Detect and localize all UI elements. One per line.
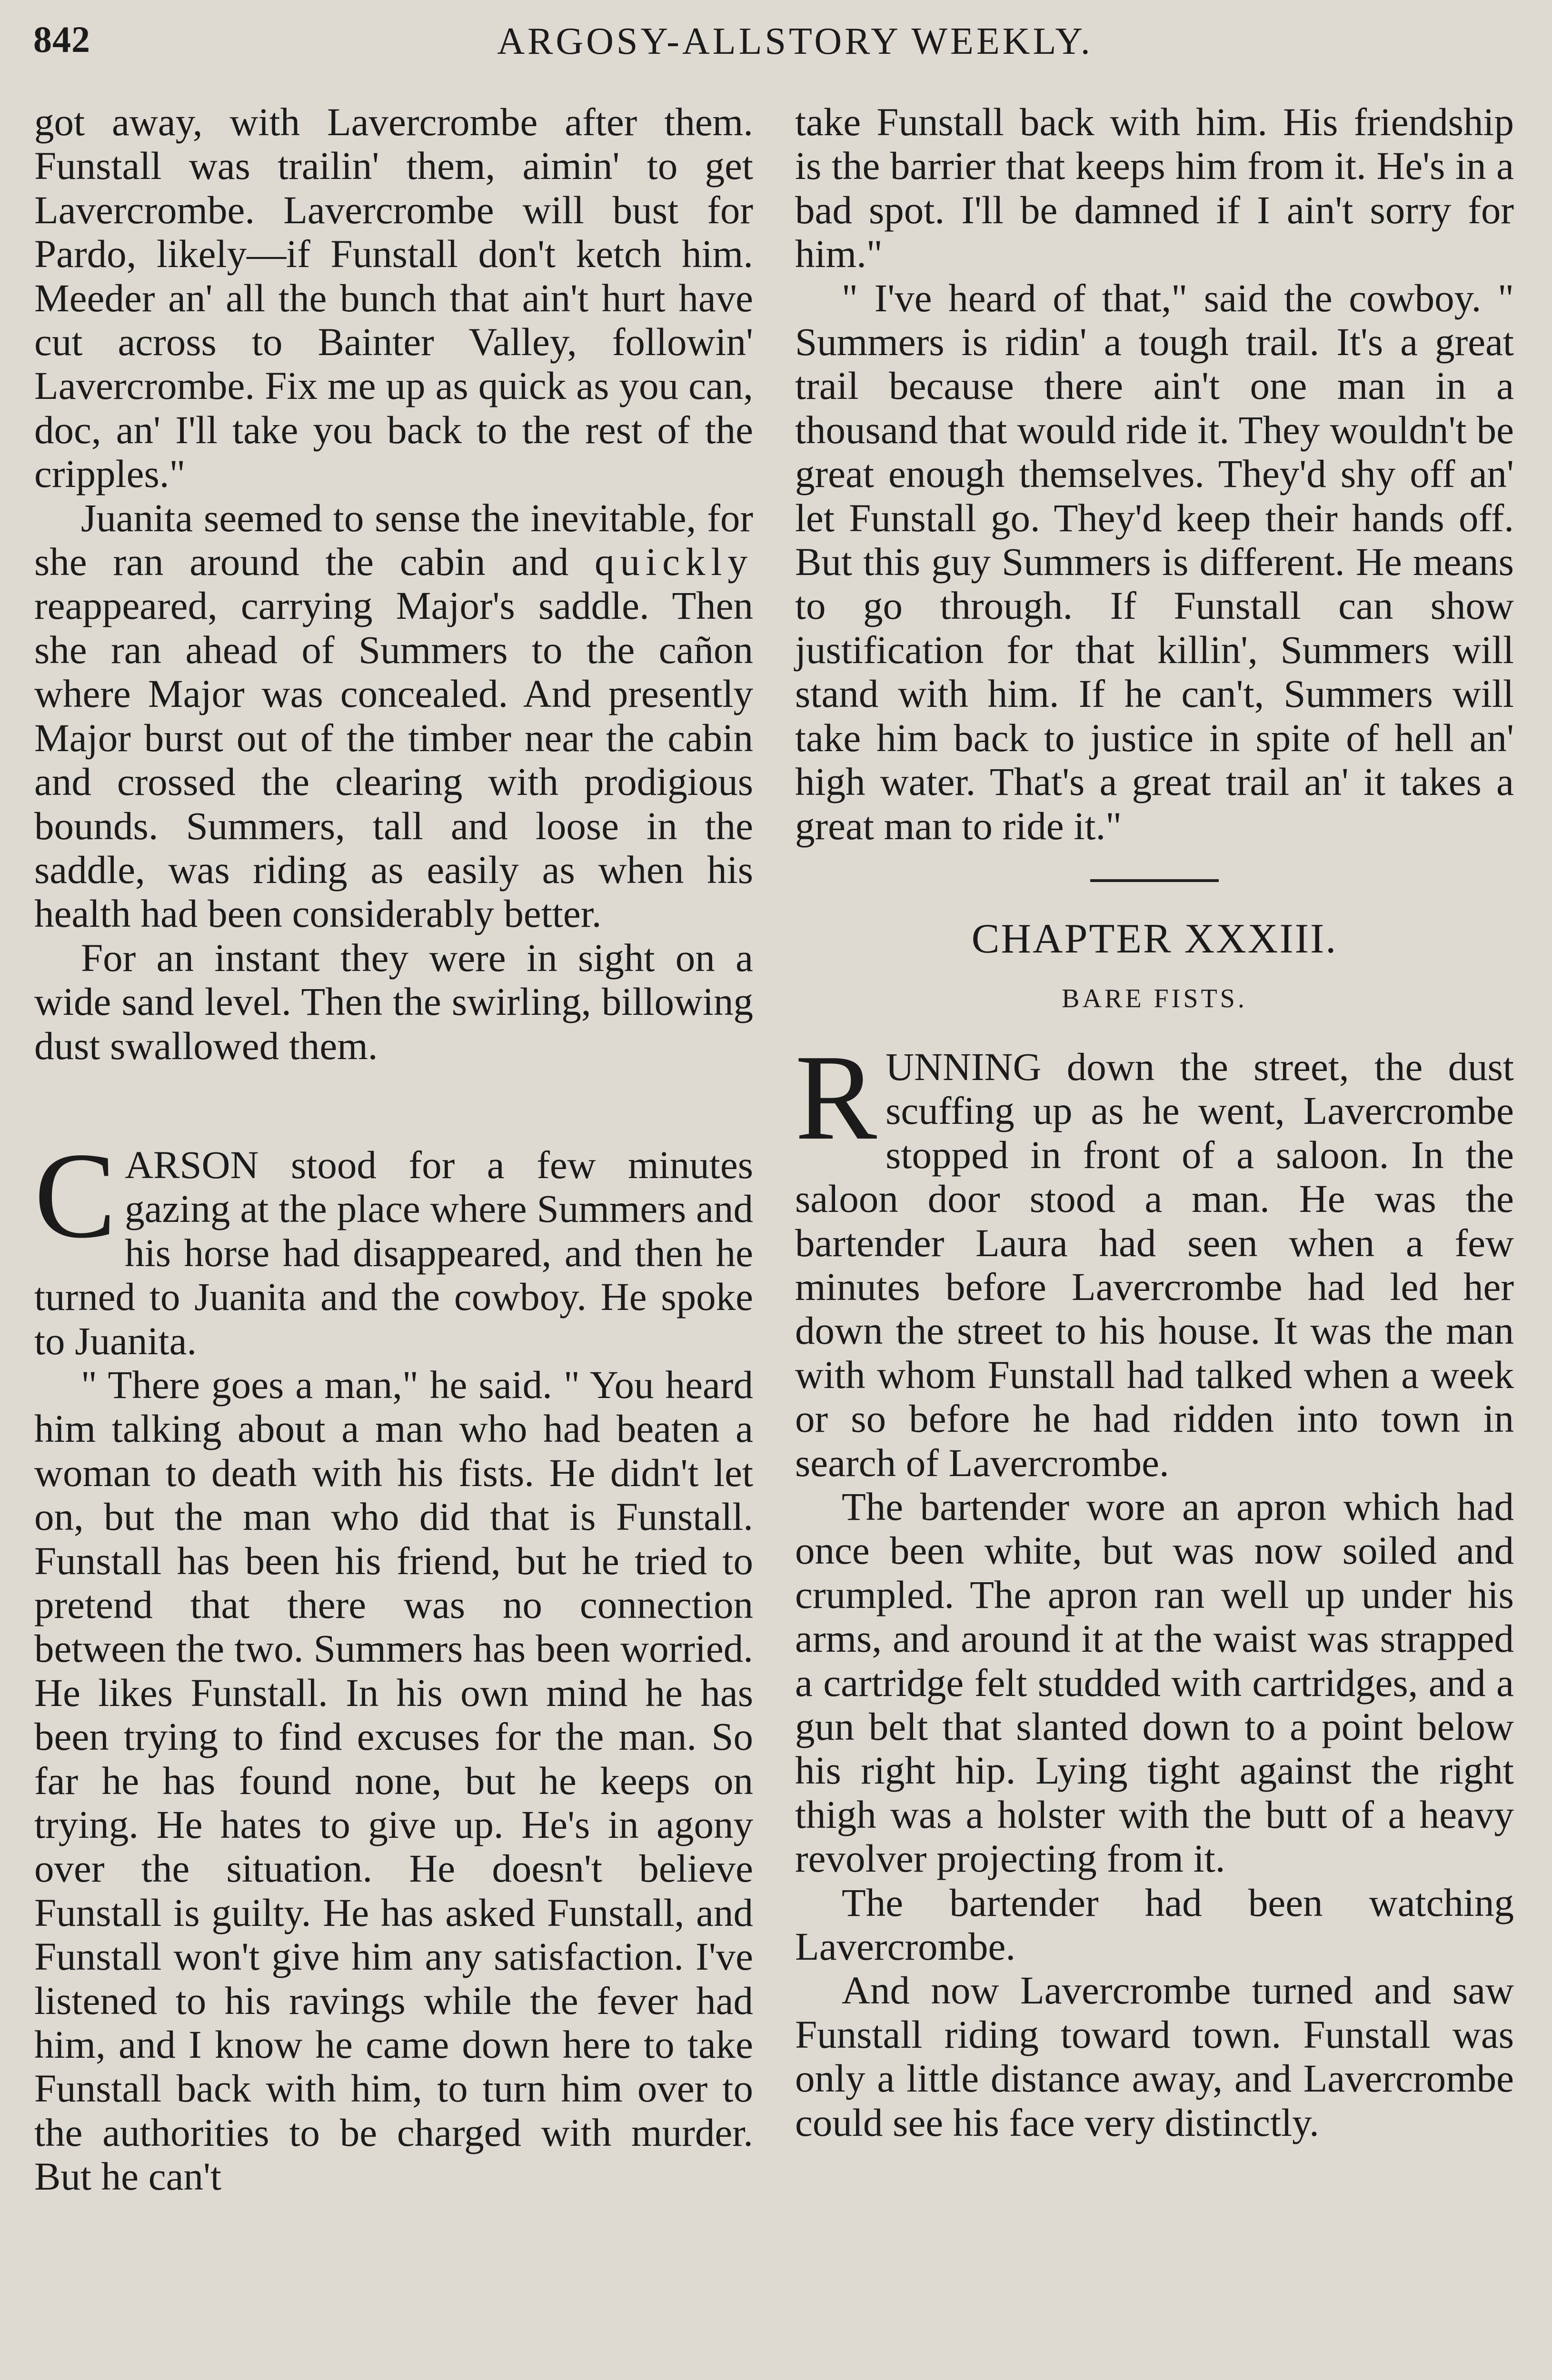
right-column [795,100,1514,2144]
paragraph: The bartender had been watching Lavercrombe. [795,1880,1514,1969]
paragraph [795,1029,1514,1485]
paragraph: " I've heard of that," said the cowboy. " Summers is ridin' a tough trail. It's a great trail because there ain't one man in a thousand that would ride it. They wouldn't be great enough themselves. They'd shy off an' let Funstall go. They'd keep their hands off. But this guy Summers is different. He means to go through. If Funstall can show justification for that killin', Summers will stand with him. If he can't, Summers will take him back to justice in spite of hell an' high water. That's a great trail an' it takes a great man to ride it." [795,276,1514,848]
emphasized-word: quickly [595,540,753,584]
chapter-subtitle: BARE FISTS. [1062,983,1247,1013]
paragraph: And now Lavercrombe turned and saw Funstall riding toward town. Funstall was only a little distance away, and Lavercrombe could see his face very distinctly. [795,1968,1514,2144]
paragraph: The bartender wore an apron which had once been white, but was now soiled and crumpled. The apron ran well up under his arms, and around it at the waist was strapped a cartridge felt studded with cartridges, and a gun belt that slanted down to a point below his right hip. Lying tight against the right thigh was a holster with the butt of a heavy revolver projecting from it. [795,1484,1514,1881]
paragraph: For an instant they were in sight on a wide sand level. Then the swirling, billowing dust swallowed them. [34,935,753,1068]
paragraph: " There goes a man," he said. " You heard him talking about a man who had beaten a woman to death with his fists. He didn't let on, but the man who did that is Funstall. Funstall has been his friend, but he tried to pretend that there was no connection between the two. Summers has been worried. He likes Funstall. In his own mind he has been trying to find excuses for the man. So far he has found none, but he keeps on trying. He hates to give up. He's in agony over the situation. He doesn't believe Funstall is guilty. He has asked Funstall, and Funstall won't give him any satisfaction. I've listened to his ravings while the fever had him, and I know he came down here to take Funstall back with him, to turn him over to the authorities to be charged with murder. But he can't [34,1362,753,2199]
running-head: ARGOSY-ALLSTORY WEEKLY. [497,20,1093,62]
page-number: 842 [33,19,90,60]
paragraph-text: Juanita seemed to sense the inevitable, for she ran around the cabin and [34,496,753,584]
paragraph [34,1127,753,1363]
paragraph-text: reappeared, carrying Major's saddle. Then she ran ahead of Summers to the cañon where Major was concealed. And presently Major burst out of the timber near the cabin and crossed the clearing with prodigious bounds. Summers, tall and loose in the saddle, was riding as easily as when his health had been considerably better. [34,584,753,936]
left-column [34,100,753,2199]
divider-area [795,848,1514,914]
drop-cap: R [795,1029,877,1165]
drop-cap: C [34,1127,117,1263]
paragraph: got away, with Lavercrombe after them. Funstall was trailin' them, aimin' to get Lavercrombe. Lavercrombe will bust for Pardo, likely—if Funstall don't ketch him. Meeder an' all the bunch that ain't hurt have cut across to Bainter Valley, followin' Lavercrombe. Fix me up as quick as you can, doc, an' I'll take you back to the rest of the cripples." [34,100,753,496]
paragraph: take Funstall back with him. His friendship is the barrier that keeps him from it. He's in a bad spot. I'll be damned if I ain't sorry for him." [795,100,1514,276]
section-break [34,1068,753,1143]
paragraph-text: ARSON stood for a few minutes gazing at the place where Summers and his horse had disappeared, and then he turned to Juanita and the cowboy. He spoke to Juanita. [34,1142,753,1363]
paragraph-text: UNNING down the street, the dust scuffing up as he went, Lavercrombe stopped in front of a saloon. In the saloon door stood a man. He was the bartender Laura had seen when a few minutes before Lavercrombe had led her down the street to his house. It was the man with whom Funstall had talked when a week or so before he had ridden into town in search of Lavercrombe. [795,1044,1514,1485]
divider-rule [1090,879,1219,882]
chapter-title: CHAPTER XXXIII. [971,915,1338,962]
page-header [29,13,1523,70]
paragraph [34,496,753,936]
